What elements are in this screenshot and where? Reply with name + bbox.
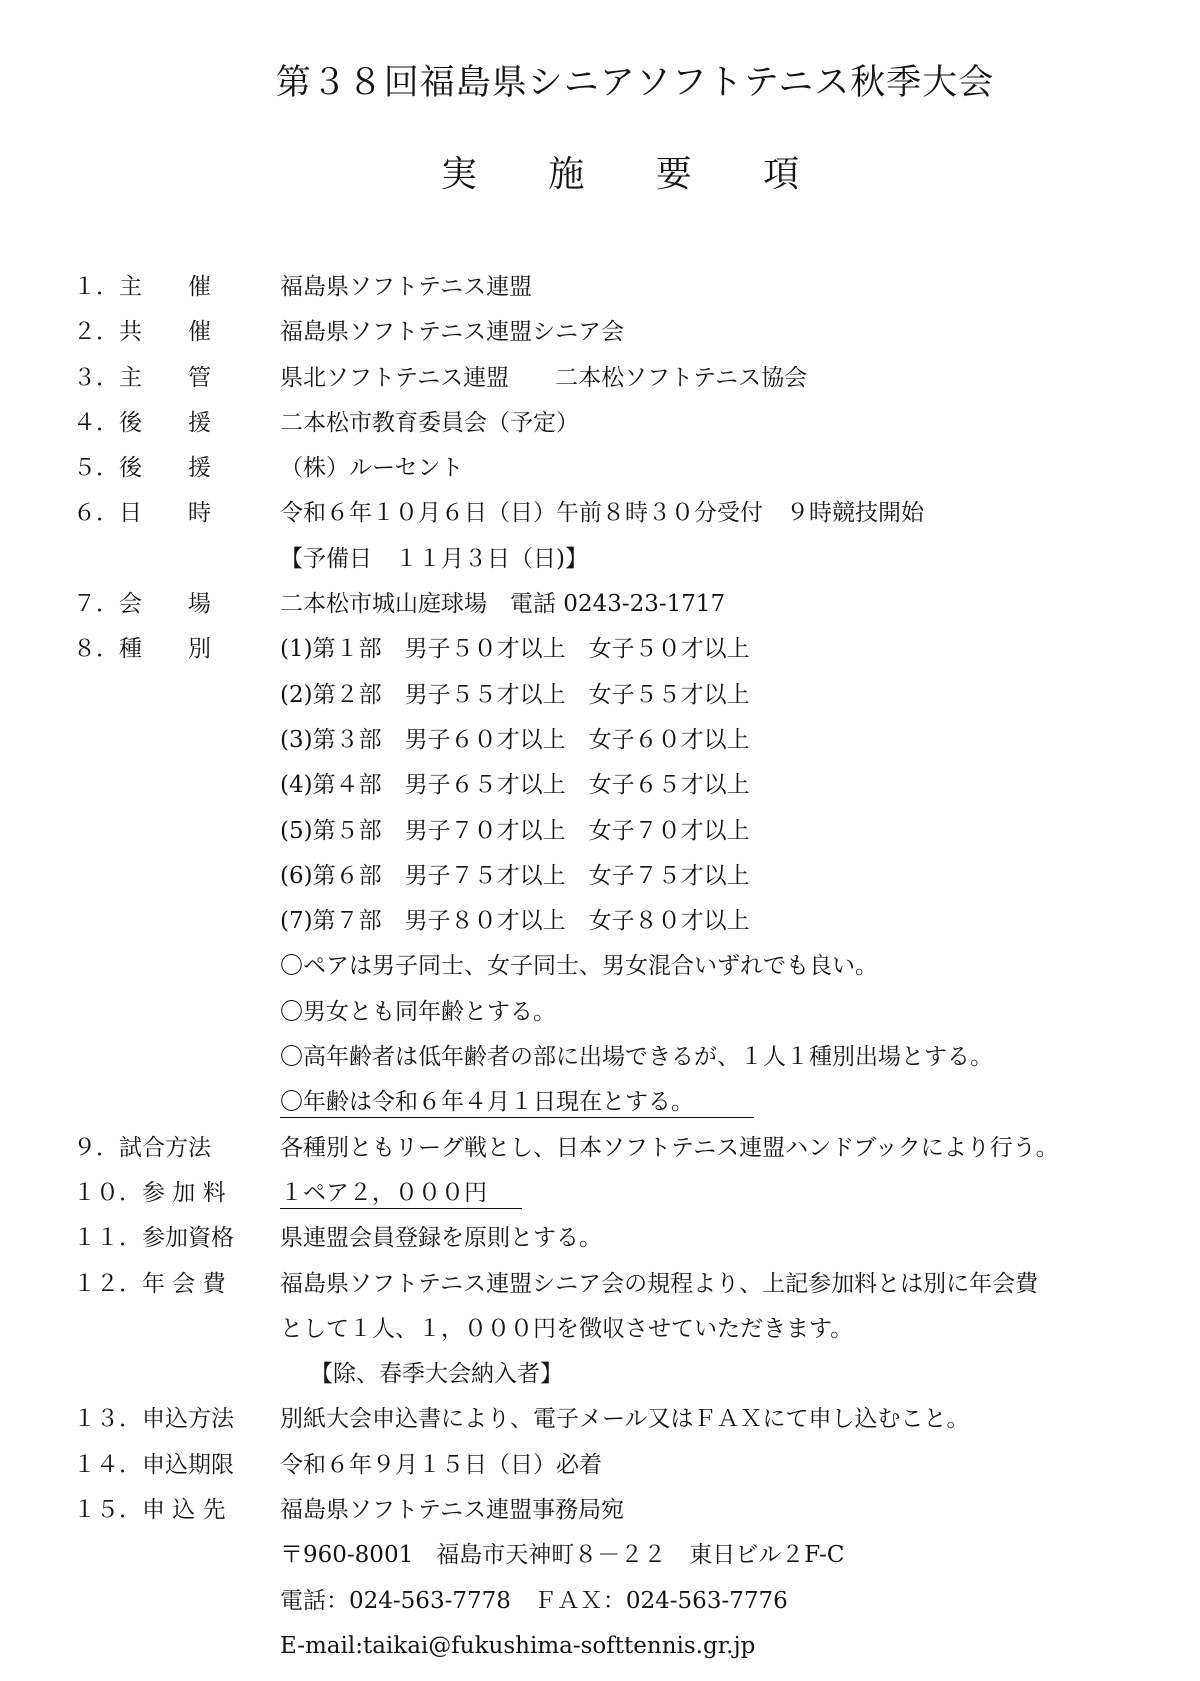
section-value-wrap [280,1080,754,1125]
section-label: ７．会 場 [73,591,211,618]
section-value: 【除、春季大会納入者】 [310,1361,563,1388]
section-value: E-mail:taikai@fukushima-softtennis.gr.jp [280,1632,756,1659]
section-value: (4)第４部 男子６５才以上 女子６５才以上 [280,772,750,799]
section-label: １．主 催 [73,274,211,300]
section-value: 県北ソフトテニス連盟 二本松ソフトテニス協会 [280,364,808,391]
section-value: 〇高年齢者は低年齢者の部に出場できるが、１人１種別出場とする。 [280,1044,993,1071]
section-value: 二本松市城山庭球場 電話 0243-23-1717 [280,591,726,618]
section-category-4 [73,763,1193,808]
section-value: (7)第７部 男子８０才以上 女子８０才以上 [280,908,750,935]
section-label: ３．主 管 [73,364,211,391]
section-value: 令和６年９月１５日（日）必着 [280,1451,602,1478]
section-value: (6)第６部 男子７５才以上 女子７５才以上 [280,862,750,889]
section-management [73,356,1193,401]
section-label: ５．後 援 [73,455,211,482]
section-application-method [73,1397,1193,1442]
section-venue [73,582,1193,627]
section-cohost [73,310,1193,355]
section-value: として１人、１，０００円を徴収させていただきます。 [280,1315,854,1342]
section-label: ２．共 催 [73,319,211,346]
section-datetime [73,491,1193,536]
section-value-wrap [280,1171,522,1216]
section-value: 福島県ソフトテニス連盟シニア会 [280,319,625,346]
section-category-2 [73,673,1193,718]
section-annual-fee [73,1262,1193,1307]
section-label: ８．種 別 [73,636,211,663]
section-value: 福島県ソフトテニス連盟 [280,274,533,300]
document-subtitle: 実 施 要 項 [440,154,830,195]
section-category-3 [73,718,1193,763]
section-annual-fee-2 [73,1307,1193,1352]
section-label: ９．試合方法 [73,1134,211,1161]
sections-list [73,265,1193,1669]
section-category-6 [73,854,1193,899]
section-datetime-reserve [73,537,1193,582]
section-value: 二本松市教育委員会（予定） [280,409,579,436]
section-label: ４．後 援 [73,409,211,436]
section-support-2 [73,446,1193,491]
section-label: ６．日 時 [73,500,211,527]
section-value: (5)第５部 男子７０才以上 女子７０才以上 [280,817,750,844]
section-value: (2)第２部 男子５５才以上 女子５５才以上 [280,681,750,708]
section-value: 〇年齢は令和６年４月１日現在とする。 [280,1088,754,1118]
section-value: 〒960-8001 福島市天神町８－２２ 東日ビル２F-C [280,1542,845,1569]
section-value: 〇ペアは男子同士、女子同士、男女混合いずれでも良い。 [280,953,878,980]
section-category-7 [73,899,1193,944]
section-label: １３．申込方法 [73,1406,234,1433]
section-label: １５．申 込 先 [73,1497,226,1524]
section-value: 〇男女とも同年齢とする。 [280,998,556,1025]
section-contact-email [73,1624,1193,1669]
section-annual-fee-exempt [73,1352,1193,1397]
section-category-note-older [73,1035,1193,1080]
section-organizer [73,265,1193,310]
section-entry-fee [73,1171,1193,1216]
document-title: 第３８回福島県シニアソフトテニス秋季大会 [275,63,995,103]
section-contact [73,1488,1193,1533]
section-deadline [73,1443,1193,1488]
section-category-note-pair [73,944,1193,989]
section-contact-phone [73,1579,1193,1624]
section-label: １４．申込期限 [73,1451,234,1478]
section-eligibility [73,1216,1193,1261]
section-label: １０．参 加 料 [73,1179,226,1206]
section-label: １１．参加資格 [73,1225,234,1252]
section-label: １２．年 会 費 [73,1270,226,1297]
section-value: 令和６年１０月６日（日）午前８時３０分受付 ９時競技開始 [280,500,924,527]
section-support-1 [73,401,1193,446]
section-category-5 [73,809,1193,854]
section-value: 福島県ソフトテニス連盟シニア会の規程より、上記参加料とは別に年会費 [280,1270,1039,1297]
section-value: 各種別ともリーグ戦とし、日本ソフトテニス連盟ハンドブックにより行う。 [280,1134,1059,1161]
section-value: 福島県ソフトテニス連盟事務局宛 [280,1497,625,1524]
section-value: 別紙大会申込書により、電子メール又はＦＡＸにて申し込むこと。 [280,1406,970,1433]
section-category-note-same-age [73,990,1193,1035]
section-match-method [73,1126,1193,1171]
section-value: 【予備日 １１月３日（日)】 [280,545,588,572]
section-value: (3)第３部 男子６０才以上 女子６０才以上 [280,726,750,753]
section-value: （株）ルーセント [280,455,464,482]
section-category-note-age-date [73,1080,1193,1125]
section-contact-address [73,1533,1193,1578]
section-value: 県連盟会員登録を原則とする。 [280,1225,602,1252]
section-category [73,627,1193,672]
section-value: (1)第１部 男子５０才以上 女子５０才以上 [280,636,750,663]
section-value: 電話：024-563-7778 ＦＡＸ：024-563-7776 [280,1587,788,1614]
section-value: １ペア２，０００円 [280,1179,522,1209]
